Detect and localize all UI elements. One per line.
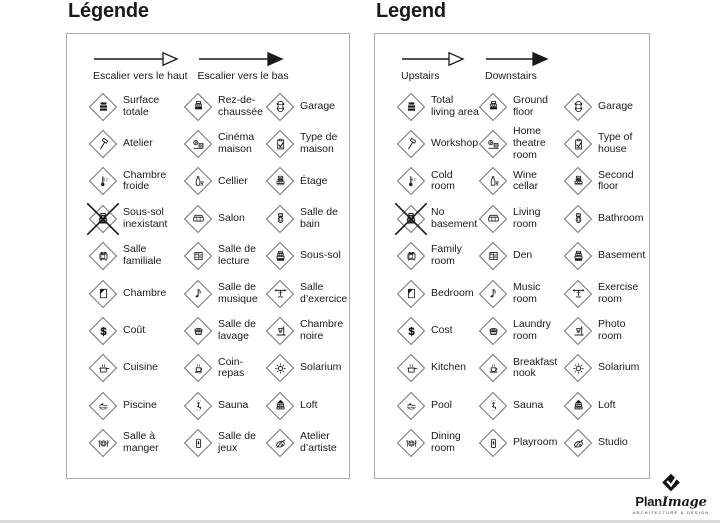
legend-item-label: Cuisine — [123, 361, 159, 374]
legend-item — [479, 280, 564, 308]
legend-item-label: Surface totale — [123, 93, 160, 118]
legend-item-label: Étage — [300, 174, 328, 187]
no-basement-icon — [397, 205, 425, 233]
legend-item-label: Cellier — [218, 174, 248, 187]
legend-item-label: Ground floor — [513, 93, 549, 118]
laundry-room-icon — [184, 317, 212, 345]
legend-item — [397, 130, 479, 158]
stair-arrow-open-icon — [93, 51, 179, 67]
den-icon — [479, 242, 507, 270]
legend-item — [397, 392, 479, 420]
legend-item — [184, 392, 266, 420]
legend-item — [479, 429, 564, 457]
legend-item — [266, 242, 347, 270]
legend-item — [564, 392, 645, 420]
legend-item — [397, 242, 479, 270]
legend-item-label: Piscine — [123, 398, 157, 411]
bathroom-icon — [564, 205, 592, 233]
ground-floor-icon — [184, 93, 212, 121]
exercise-room-icon — [266, 280, 294, 308]
legend-item — [479, 242, 564, 270]
legend-item-label: Cost — [431, 324, 453, 337]
legend-item — [397, 317, 479, 345]
garage-icon — [564, 93, 592, 121]
second-floor-icon — [564, 167, 592, 195]
kitchen-icon — [89, 354, 117, 382]
legend-item-label: Salle de musique — [218, 280, 258, 305]
no-basement-icon — [89, 205, 117, 233]
legend-item-label: Home theatre room — [513, 125, 546, 162]
legend-item-label: Total living area — [431, 93, 479, 118]
dining-room-icon — [397, 429, 425, 457]
legend-item — [89, 130, 184, 158]
basement-icon — [266, 242, 294, 270]
basement-icon — [564, 242, 592, 270]
legend-item-label: Loft — [300, 398, 318, 411]
legend-item-label: Cold room — [431, 168, 455, 193]
legend-item-label: Kitchen — [431, 361, 467, 374]
legend-item-label: Atelier d’artiste — [300, 430, 337, 455]
garage-icon — [266, 93, 294, 121]
laundry-room-icon — [479, 317, 507, 345]
type-of-house-icon — [266, 130, 294, 158]
total-living-area-icon — [397, 93, 425, 121]
stairs-arrows — [67, 34, 349, 82]
legend-item-label: No basement — [431, 206, 478, 230]
legend-item — [89, 354, 184, 382]
planimage-logo — [627, 472, 715, 515]
legend-item — [564, 429, 645, 457]
living-room-icon — [184, 205, 212, 233]
legend-item — [397, 280, 479, 308]
legend-item-label: Playroom — [513, 436, 558, 449]
cost-icon — [89, 317, 117, 345]
family-room-icon — [397, 242, 425, 270]
legend-item — [184, 280, 266, 308]
legend-item — [266, 392, 347, 420]
legend-item-label: Sauna — [218, 398, 249, 411]
stair-arrow-solid-icon — [198, 51, 284, 67]
bedroom-icon — [89, 280, 117, 308]
stair-arrow-group — [198, 51, 289, 82]
legend-item — [184, 205, 266, 233]
legend-item-label: Chambre noire — [300, 318, 344, 343]
solarium-icon — [564, 354, 592, 382]
sauna-icon — [184, 392, 212, 420]
legend-item-label: Coût — [123, 324, 146, 337]
panel-title: Légende — [68, 0, 149, 22]
legend-item — [184, 130, 266, 158]
legend-item-label: Salle de bain — [300, 206, 338, 230]
legend-item-label: Solarium — [598, 361, 640, 374]
legend-item-label: Breakfast nook — [513, 355, 558, 380]
legend-item — [397, 354, 479, 382]
panel-title: Legend — [376, 0, 446, 22]
loft-icon — [266, 392, 294, 420]
legend-item — [266, 317, 347, 345]
legend-item — [564, 93, 645, 121]
legend-item-label: Rez-de-chaussée — [218, 93, 263, 118]
den-icon — [184, 242, 212, 270]
logo-text-plan: Plan — [635, 494, 663, 509]
music-room-icon — [479, 280, 507, 308]
legend-item — [397, 429, 479, 457]
legend-item-label: Den — [513, 249, 533, 262]
legend-item-label: Music room — [513, 280, 541, 305]
legend-items — [375, 82, 649, 462]
legend-item — [184, 354, 266, 382]
legend-item — [266, 93, 347, 121]
legend-item — [89, 205, 184, 233]
planimage-logo-mark-icon — [658, 472, 684, 495]
legend-item — [479, 317, 564, 345]
legend-item-label: Type de maison — [300, 131, 338, 156]
legend-panel — [66, 0, 350, 523]
planimage-logo-tagline: ARCHITECTURE & DESIGN — [632, 510, 710, 515]
legend-item — [479, 167, 564, 195]
legend-item — [89, 242, 184, 270]
photo-room-icon — [266, 317, 294, 345]
legend-item-label: Living room — [513, 206, 541, 230]
legend-item — [266, 167, 347, 195]
legend-item — [184, 242, 266, 270]
music-room-icon — [184, 280, 212, 308]
legend-item — [266, 429, 347, 457]
total-living-area-icon — [89, 93, 117, 121]
home-theatre-icon — [479, 130, 507, 158]
legend-item-label: Salle familiale — [123, 243, 162, 268]
stair-arrow-label: Downstairs — [485, 70, 537, 82]
playroom-icon — [479, 429, 507, 457]
legend-item-label: Studio — [598, 436, 628, 449]
pool-icon — [397, 392, 425, 420]
stair-arrow-label: Escalier vers le bas — [197, 70, 289, 82]
stair-arrow-group — [401, 51, 465, 82]
legend-item — [184, 167, 266, 195]
legend-item — [479, 93, 564, 121]
legend-item-label: Garage — [598, 99, 634, 112]
legend-item-label: Bathroom — [598, 211, 644, 224]
stairs-arrows — [375, 34, 649, 82]
legend-item-label: Salle de jeux — [218, 430, 256, 455]
legend-item — [397, 167, 479, 195]
legend-item-label: Pool — [431, 398, 453, 411]
legend-item-label: Family room — [431, 243, 462, 268]
cost-icon — [397, 317, 425, 345]
legend-item-label: Bedroom — [431, 286, 474, 299]
legend-item-label: Laundry room — [513, 318, 551, 343]
loft-icon — [564, 392, 592, 420]
legend-item-label: Solarium — [300, 361, 342, 374]
legend-item — [564, 167, 645, 195]
legend-item-label: Type of house — [598, 131, 633, 156]
stair-arrow-group — [93, 51, 188, 82]
breakfast-nook-icon — [184, 354, 212, 382]
legend-item — [479, 205, 564, 233]
legend-item — [184, 317, 266, 345]
legend-item — [89, 167, 184, 195]
stair-arrow-label: Upstairs — [401, 70, 440, 82]
studio-icon — [564, 429, 592, 457]
legend-item-label: Cinéma maison — [218, 131, 255, 156]
legend-item-label: Chambre — [123, 286, 167, 299]
legend-item-label: Atelier — [123, 137, 153, 150]
legend-item — [479, 354, 564, 382]
kitchen-icon — [397, 354, 425, 382]
legend-item-label: Salle de lecture — [218, 243, 256, 268]
legend-item-label: Sous-sol inexistant — [123, 206, 168, 230]
legend-item-label: Loft — [598, 398, 616, 411]
legend-item-label: Basement — [598, 249, 646, 262]
home-theatre-icon — [184, 130, 212, 158]
legend-item — [266, 354, 347, 382]
wine-cellar-icon — [479, 167, 507, 195]
legend-item-label: Salle d’exercice — [300, 280, 348, 305]
stair-arrow-open-icon — [401, 51, 465, 67]
legend-item — [564, 130, 645, 158]
legend-items — [67, 82, 349, 462]
legend-panel — [374, 0, 650, 523]
legend-item — [564, 280, 645, 308]
sauna-icon — [479, 392, 507, 420]
exercise-room-icon — [564, 280, 592, 308]
bedroom-icon — [397, 280, 425, 308]
legend-item — [564, 317, 645, 345]
legend-item-label: Workshop — [431, 137, 479, 150]
legend-item-label: Chambre froide — [123, 168, 167, 193]
dining-room-icon — [89, 429, 117, 457]
legend-item-label: Photo room — [598, 318, 626, 343]
legend-item-label: Salon — [218, 211, 245, 224]
legend-item — [184, 429, 266, 457]
legend-item — [397, 205, 479, 233]
legend-item-label: Salle à manger — [123, 430, 159, 455]
legend-item-label: Wine cellar — [513, 168, 539, 193]
legend-item — [479, 392, 564, 420]
planimage-logo-name — [627, 495, 715, 509]
cold-room-icon — [89, 167, 117, 195]
legend-item-label: Exercise room — [598, 280, 639, 305]
breakfast-nook-icon — [479, 354, 507, 382]
workshop-icon — [397, 130, 425, 158]
legend-item — [266, 205, 347, 233]
legend-item-label: Second floor — [598, 168, 634, 193]
legend-item — [89, 429, 184, 457]
type-of-house-icon — [564, 130, 592, 158]
legend-item — [89, 392, 184, 420]
legend-item — [266, 130, 347, 158]
logo-text-image: Image — [662, 495, 707, 510]
legend-item-label: Sauna — [513, 398, 544, 411]
stair-arrow-group — [485, 51, 549, 82]
living-room-icon — [479, 205, 507, 233]
second-floor-icon — [266, 167, 294, 195]
legend-item — [479, 126, 564, 162]
playroom-icon — [184, 429, 212, 457]
cold-room-icon — [397, 167, 425, 195]
ground-floor-icon — [479, 93, 507, 121]
pool-icon — [89, 392, 117, 420]
stair-arrow-label: Escalier vers le haut — [93, 70, 188, 82]
wine-cellar-icon — [184, 167, 212, 195]
legend-item-label: Salle de lavage — [218, 318, 256, 343]
photo-room-icon — [564, 317, 592, 345]
studio-icon — [266, 429, 294, 457]
solarium-icon — [266, 354, 294, 382]
legend-item — [184, 93, 266, 121]
legend-item-label: Dining room — [431, 430, 461, 455]
family-room-icon — [89, 242, 117, 270]
bathroom-icon — [266, 205, 294, 233]
legend-item — [564, 242, 645, 270]
legend-item-label: Coin-repas — [218, 355, 245, 380]
panel-box — [374, 33, 650, 479]
stair-arrow-solid-icon — [485, 51, 549, 67]
legend-item — [564, 354, 645, 382]
legend-item-label: Garage — [300, 99, 336, 112]
legend-item-label: Sous-sol — [300, 249, 341, 262]
panel-box — [66, 33, 350, 479]
legend-item — [564, 205, 645, 233]
legend-item — [89, 317, 184, 345]
legend-item — [266, 280, 347, 308]
legend-item — [89, 280, 184, 308]
legend-item — [89, 93, 184, 121]
legend-item — [397, 93, 479, 121]
workshop-icon — [89, 130, 117, 158]
